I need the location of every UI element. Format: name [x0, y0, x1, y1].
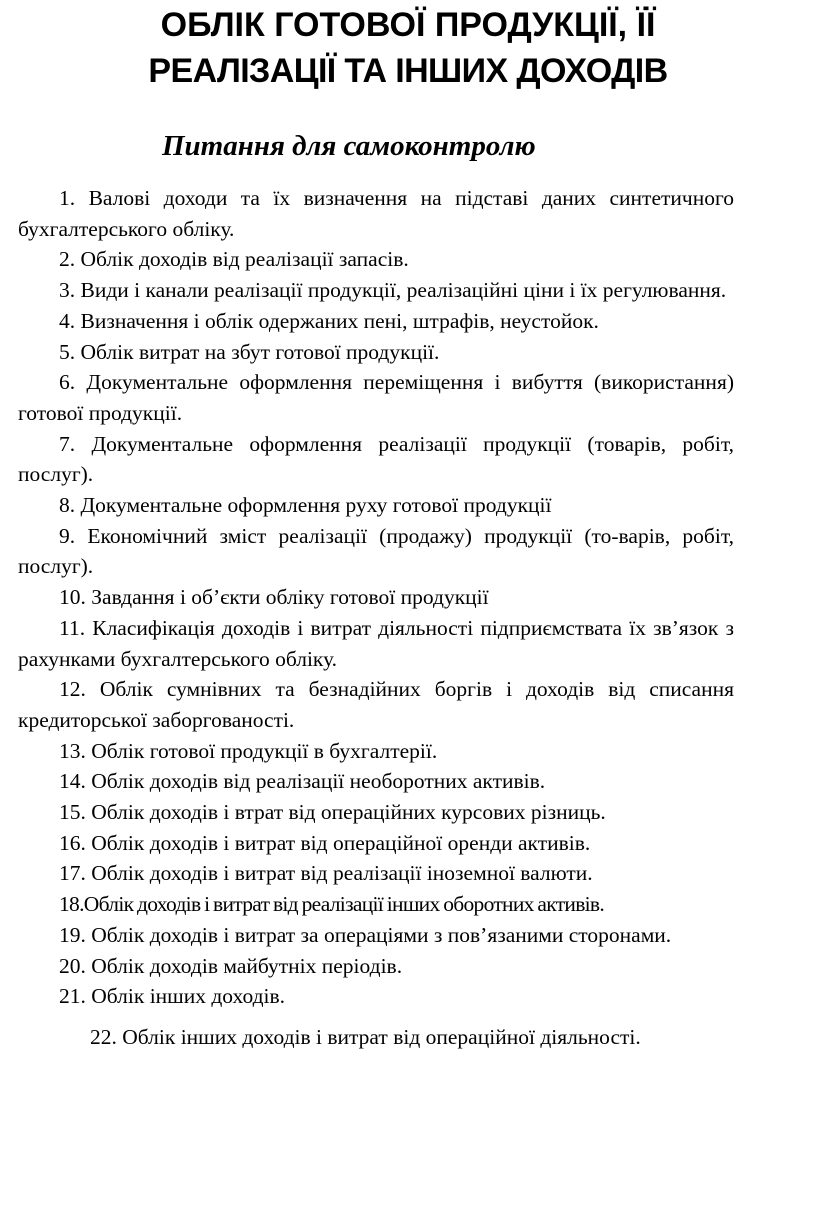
question-list [18, 183, 734, 1053]
question-item: 13. Облік готової продукції в бухгалтерії. [59, 738, 438, 763]
question-item: 20. Облік доходів майбутніх періодів. [59, 953, 403, 978]
question-item: 16. Облік доходів і витрат від операційної оренди активів. [59, 830, 591, 855]
question-item: 2. Облік доходів від реалізації запасів. [59, 247, 409, 272]
question-item: 19. Облік доходів і витрат за операціями з пов’язаними сторонами. [59, 922, 672, 947]
question-item: 6. Документальне оформлення переміщення і вибуття (використання) готової продукції. [18, 370, 734, 425]
question-item: 22. Облік інших доходів і витрат від операційної діяльності. [90, 1024, 641, 1049]
question-item: 11. Класифікація доходів і витрат діяльності підприємстватa їх зв’язок з рахунками бухгалтерського обліку. [18, 615, 734, 671]
question-item: 15. Облік доходів і втрат від операційних курсових різниць. [59, 800, 606, 825]
question-item: 8. Документальне оформлення руху готової продукції [59, 493, 552, 518]
document-title-line-2: РЕАЛІЗАЦІЇ ТА ІНШИХ ДОХОДІВ [148, 52, 668, 90]
section-subtitle: Питання для самоконтролю [162, 130, 536, 162]
question-item: 7. Документальне оформлення реалізації продукції (товарів, робіт, послуг). [18, 431, 734, 487]
question-item: 17. Облік доходів і витрат від реалізації іноземної валюти. [59, 861, 593, 886]
question-item: 3. Види і канали реалізації продукції, реалізаційні ціни і їх регулювання. [59, 278, 727, 303]
question-item: 14. Облік доходів від реалізації необоротних активів. [59, 769, 546, 794]
question-item: 10. Завдання і об’єкти обліку готової продукції [59, 585, 489, 610]
question-item: 9. Економічний зміст реалізації (продажу) продукції (то-варів, робіт, послуг). [18, 523, 734, 579]
question-item: 18.Облік доходів і витрат від реалізації інших оборотних активів. [59, 892, 605, 917]
question-item: 21. Облік інших доходів. [59, 984, 286, 1009]
question-item: 12. Облік сумнівних та безнадійних боргів і доходів від списання кредиторської заборгованості. [18, 677, 734, 732]
question-item: 4. Визначення і облік одержаних пені, штрафів, неустойок. [59, 308, 599, 333]
question-item: 1. Валові доходи та їх визначення на підставі даних синтетичного бухгалтерського обліку. [18, 186, 734, 241]
question-item: 5. Облік витрат на збут готової продукції. [59, 339, 440, 364]
document-title-line-1: ОБЛІК ГОТОВОЇ ПРОДУКЦІЇ, ЇЇ [160, 6, 656, 44]
